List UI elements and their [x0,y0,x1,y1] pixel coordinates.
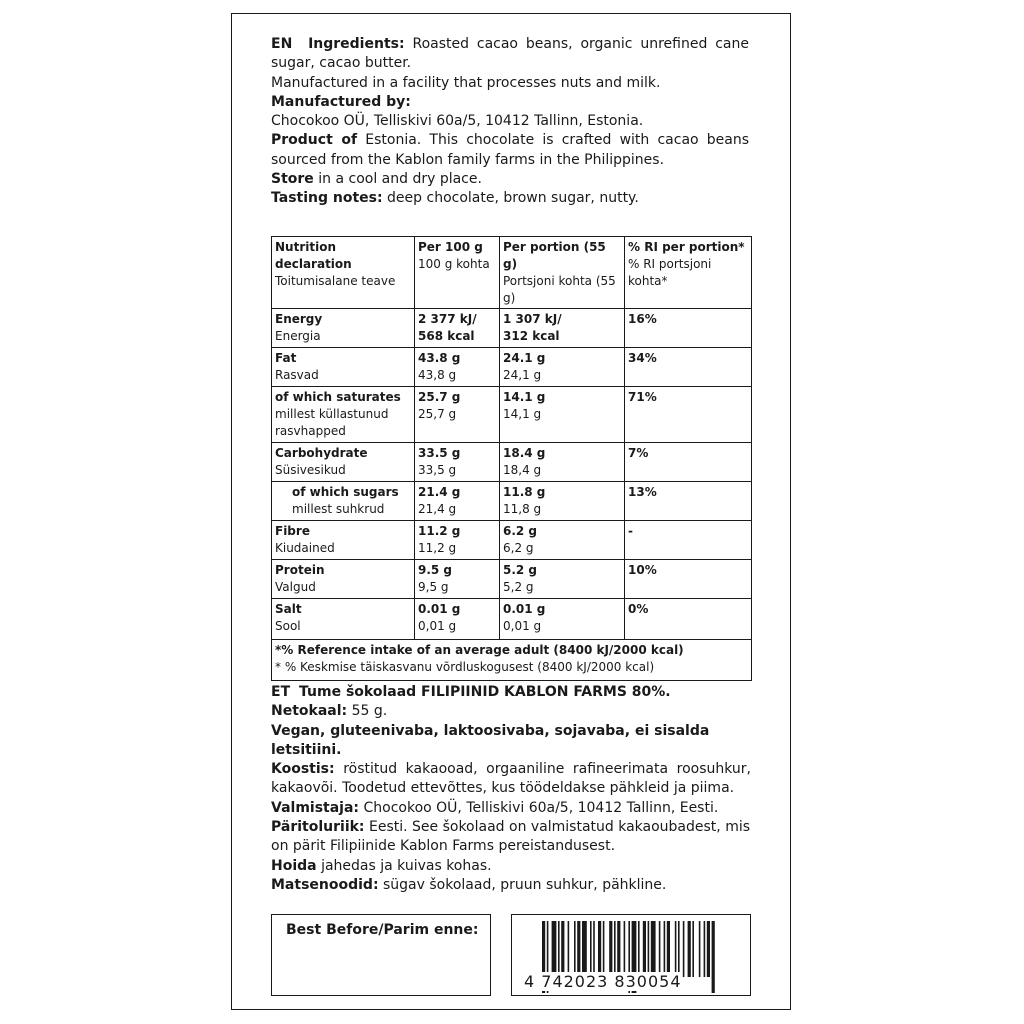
per-100g-value: 33.5 g 33,5 g [415,443,500,482]
table-row [272,309,752,348]
diet-info: Vegan, gluteenivaba, laktoosivaba, sojavaba, ei sisalda letsitiini. [271,722,710,758]
per-portion-value: 24.1 g 24,1 g [500,348,625,387]
nutrient-name: Protein Valgud [272,560,415,599]
best-before-label: Best Before/Parim enne: [286,922,479,938]
net-weight: Netokaal: 55 g. [271,703,388,720]
per-portion-value: 11.8 g 11,8 g [500,482,625,521]
nutrient-name: Fat Rasvad [272,348,415,387]
per-100g-value: 21.4 g 21,4 g [415,482,500,521]
et-title: ET Tume šokolaad FILIPIINID KABLON FARMS 80%. [271,684,671,700]
table-row [272,443,752,482]
nutrition-header-row [272,237,752,309]
per-portion-value: 14.1 g 14,1 g [500,387,625,443]
estonian-section [271,683,751,895]
table-row [272,482,752,521]
ri-value: 34% [625,348,752,387]
ingredients: EN Ingredients: Roasted cacao beans, organic unrefined cane sugar, cacao butter. [271,36,750,72]
manufacturer-address: Chocokoo OÜ, Telliskivi 60a/5, 10412 Tallinn, Estonia. [271,113,644,130]
table-row [272,348,752,387]
nutrient-name: Salt Sool [272,599,415,640]
per-100g-value: 25.7 g 25,7 g [415,387,500,443]
ri-value: 10% [625,560,752,599]
per-portion-value: 5.2 g 5,2 g [500,560,625,599]
header-cell: % RI per portion* % RI portsjoni kohta* [625,237,752,309]
storage: Store in a cool and dry place. [271,171,482,188]
per-portion-value: 18.4 g 18,4 g [500,443,625,482]
per-portion-value: 1 307 kJ/ 312 kcal [500,309,625,348]
ri-value: 13% [625,482,752,521]
ri-value: 0% [625,599,752,640]
per-100g-value: 11.2 g 11,2 g [415,521,500,560]
table-row [272,387,752,443]
header-cell: Per portion (55 g) Portsjoni kohta (55 g) [500,237,625,309]
per-100g-value: 2 377 kJ/ 568 kcal [415,309,500,348]
tasting-notes: Tasting notes: deep chocolate, brown sugar, nutty. [271,190,639,207]
per-100g-value: 43.8 g 43,8 g [415,348,500,387]
barcode-box [511,914,751,996]
table-row [272,521,752,560]
footnote: *% Reference intake of an average adult (8400 kJ/2000 kcal) * % Keskmise täiskasvanu võrdluskogusest (8400 kJ/2000 kcal) [272,640,752,681]
nutrient-name: of which sugars millest suhkrud [272,482,415,521]
nutrient-name: Carbohydrate Süsivesikud [272,443,415,482]
koostis: Koostis: röstitud kakaooad, orgaaniline rafineerimata roosuhkur, kakaovõi. Toodetud ettevõttes, kus töödeldakse pähkleid ja piima. [271,761,752,797]
per-100g-value: 0.01 g 0,01 g [415,599,500,640]
barcode-number: 4 742023 830054 [524,972,682,991]
per-100g-value: 9.5 g 9,5 g [415,560,500,599]
table-row [272,560,752,599]
per-portion-value: 6.2 g 6,2 g [500,521,625,560]
paritoluriik: Päritoluriik: Eesti. See šokolaad on valmistatud kakaoubadest, mis on pärit Filipiinide Kablon Farms pereistandusest. [271,819,751,855]
table-row [272,599,752,640]
ri-value: 16% [625,309,752,348]
matsenoodid: Matsenoodid: sügav šokolaad, pruun suhkur, pähkline. [271,876,667,893]
english-section [271,35,749,209]
footnote-row [272,640,752,681]
nutrient-name: Energy Energia [272,309,415,348]
nutrient-name: Fibre Kiudained [272,521,415,560]
facility-note: Manufactured in a facility that processes nuts and milk. [271,74,661,91]
ri-value: 7% [625,443,752,482]
ri-value: 71% [625,387,752,443]
hoida: Hoida jahedas ja kuivas kohas. [271,857,492,874]
best-before-box [271,914,491,996]
nutrition-table [271,236,752,681]
product-of: Product of Estonia. This chocolate is crafted with cacao beans sourced from the Kablon family farms in the Philippines. [271,132,750,168]
nutrient-name: of which saturates millest küllastunud rasvhapped [272,387,415,443]
header-cell: Nutrition declaration Toitumisalane teave [272,237,415,309]
ri-value: - [625,521,752,560]
valmistaja: Valmistaja: Chocokoo OÜ, Telliskivi 60a/5, 10412 Tallinn, Eesti. [271,799,719,816]
manufactured-label: Manufactured by: [271,93,411,110]
per-portion-value: 0.01 g 0,01 g [500,599,625,640]
header-cell: Per 100 g 100 g kohta [415,237,500,309]
